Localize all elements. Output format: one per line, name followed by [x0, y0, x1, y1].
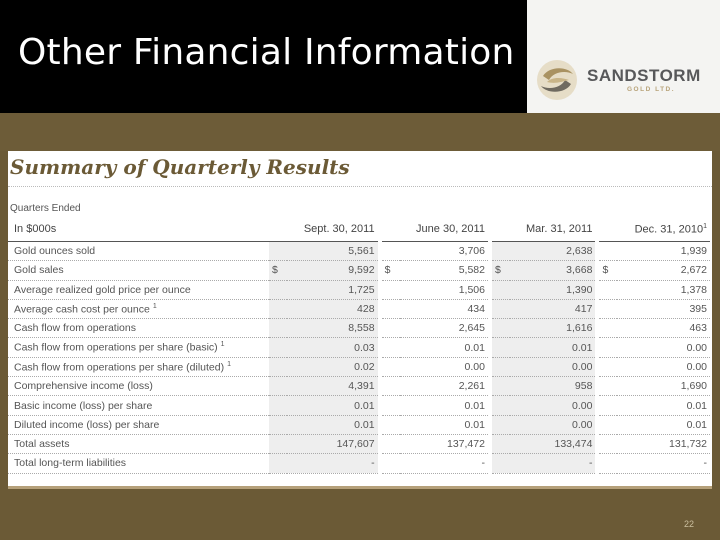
- quarters-ended-label: Quarters Ended: [10, 203, 81, 214]
- cell-value: -: [400, 454, 488, 473]
- currency-symbol: [599, 357, 617, 376]
- currency-symbol: $: [382, 261, 400, 280]
- currency-symbol: [269, 299, 287, 318]
- cell-value: 0.01: [400, 338, 488, 357]
- header-quarter: Sept. 30, 2011: [287, 217, 378, 242]
- currency-symbol: $: [269, 261, 287, 280]
- table-row: [8, 319, 710, 338]
- quarterly-results-table: [8, 217, 710, 474]
- header-quarter: June 30, 2011: [400, 217, 488, 242]
- cell-value: 2,638: [510, 242, 595, 261]
- cell-value: 131,732: [617, 434, 710, 453]
- cell-value: 0.01: [287, 396, 378, 415]
- cell-value: 0.01: [287, 415, 378, 434]
- footnote-marker: 1: [220, 341, 225, 349]
- cell-value: 3,706: [400, 242, 488, 261]
- content-panel: [8, 151, 712, 486]
- cell-value: 395: [617, 299, 710, 318]
- row-label: Cash flow from operations per share (diluted) $^1$: [8, 357, 269, 376]
- currency-symbol: [382, 338, 400, 357]
- currency-symbol: [492, 434, 510, 453]
- currency-symbol: [269, 319, 287, 338]
- logo-subtitle: GOLD LTD.: [627, 86, 676, 93]
- cell-value: 5,582: [400, 261, 488, 280]
- cell-value: 0.03: [287, 338, 378, 357]
- currency-symbol: [599, 299, 617, 318]
- currency-symbol: [382, 242, 400, 261]
- currency-symbol: [269, 280, 287, 299]
- cell-value: 137,472: [400, 434, 488, 453]
- currency-symbol: [599, 242, 617, 261]
- cell-value: 147,607: [287, 434, 378, 453]
- currency-symbol: [492, 415, 510, 434]
- currency-symbol: [269, 396, 287, 415]
- header-units-label: In $000s: [8, 217, 269, 242]
- title-divider: [8, 186, 712, 187]
- table-row: [8, 242, 710, 261]
- header-quarter: Dec. 31, 2010$^1$: [617, 217, 710, 242]
- page-number: 22: [683, 519, 694, 529]
- row-label: Comprehensive income (loss): [8, 377, 269, 396]
- cell-value: 463: [617, 319, 710, 338]
- currency-symbol: [269, 415, 287, 434]
- cell-value: 133,474: [510, 434, 595, 453]
- table-row: [8, 261, 710, 280]
- cell-value: 2,645: [400, 319, 488, 338]
- currency-symbol: [492, 377, 510, 396]
- footnote-marker: 1: [703, 222, 707, 230]
- currency-symbol: [269, 454, 287, 473]
- currency-symbol: [492, 454, 510, 473]
- currency-symbol: [382, 377, 400, 396]
- currency-symbol: [599, 454, 617, 473]
- cell-value: 0.02: [287, 357, 378, 376]
- cell-value: 2,261: [400, 377, 488, 396]
- cell-value: 1,616: [510, 319, 595, 338]
- row-label: Basic income (loss) per share: [8, 396, 269, 415]
- cell-value: 3,668: [510, 261, 595, 280]
- summary-title: Summary of Quarterly Results: [10, 155, 350, 179]
- row-label: Total long-term liabilities: [8, 454, 269, 473]
- cell-value: 1,506: [400, 280, 488, 299]
- currency-symbol: [382, 415, 400, 434]
- table-header-row: [8, 217, 710, 242]
- currency-symbol: $: [492, 261, 510, 280]
- cell-value: 0.00: [617, 357, 710, 376]
- currency-symbol: $: [599, 261, 617, 280]
- currency-symbol: [382, 454, 400, 473]
- footnote-marker: 1: [152, 302, 157, 310]
- cell-value: 5,561: [287, 242, 378, 261]
- cell-value: 428: [287, 299, 378, 318]
- cell-value: 9,592: [287, 261, 378, 280]
- currency-symbol: [599, 377, 617, 396]
- row-label: Total assets: [8, 434, 269, 453]
- table-row: [8, 454, 710, 473]
- currency-symbol: [492, 338, 510, 357]
- currency-symbol: [492, 242, 510, 261]
- slide-title: Other Financial Information: [18, 32, 515, 73]
- row-label: Diluted income (loss) per share: [8, 415, 269, 434]
- currency-symbol: [599, 338, 617, 357]
- cell-value: 0.00: [510, 357, 595, 376]
- currency-symbol: [492, 396, 510, 415]
- table-row: [8, 280, 710, 299]
- cell-value: 1,390: [510, 280, 595, 299]
- cell-value: 4,391: [287, 377, 378, 396]
- cell-value: 1,939: [617, 242, 710, 261]
- cell-value: 0.00: [617, 338, 710, 357]
- currency-symbol: [599, 396, 617, 415]
- footnote-marker: 1: [227, 360, 232, 368]
- cell-value: 0.01: [617, 415, 710, 434]
- row-label: Cash flow from operations: [8, 319, 269, 338]
- currency-symbol: [269, 434, 287, 453]
- cell-value: 0.01: [400, 396, 488, 415]
- currency-symbol: [269, 242, 287, 261]
- logo-name: SANDSTORM: [587, 66, 701, 85]
- currency-symbol: [492, 299, 510, 318]
- content-bottom-rule: [8, 486, 712, 489]
- table-row: [8, 377, 710, 396]
- row-label: Gold ounces sold: [8, 242, 269, 261]
- cell-value: -: [510, 454, 595, 473]
- currency-symbol: [599, 319, 617, 338]
- currency-symbol: [382, 357, 400, 376]
- table-row: [8, 434, 710, 453]
- currency-symbol: [599, 415, 617, 434]
- cell-value: 0.01: [617, 396, 710, 415]
- currency-symbol: [492, 280, 510, 299]
- currency-symbol: [382, 280, 400, 299]
- company-logo: [527, 0, 720, 113]
- currency-symbol: [599, 434, 617, 453]
- cell-value: 0.00: [400, 357, 488, 376]
- currency-symbol: [269, 357, 287, 376]
- cell-value: 0.01: [510, 338, 595, 357]
- cell-value: 417: [510, 299, 595, 318]
- cell-value: 1,725: [287, 280, 378, 299]
- table-row: [8, 357, 710, 376]
- table-row: [8, 415, 710, 434]
- table-row: [8, 299, 710, 318]
- cell-value: 434: [400, 299, 488, 318]
- row-label: Cash flow from operations per share (basic) $^1$: [8, 338, 269, 357]
- cell-value: -: [287, 454, 378, 473]
- header-quarter: Mar. 31, 2011: [510, 217, 595, 242]
- currency-symbol: [599, 280, 617, 299]
- cell-value: 8,558: [287, 319, 378, 338]
- cell-value: 0.00: [510, 396, 595, 415]
- table-row: [8, 396, 710, 415]
- currency-symbol: [382, 434, 400, 453]
- row-label: Gold sales: [8, 261, 269, 280]
- row-label: Average cash cost per ounce $^1$: [8, 299, 269, 318]
- sandstorm-swirl-icon: [535, 58, 579, 102]
- currency-symbol: [269, 338, 287, 357]
- row-label: Average realized gold price per ounce: [8, 280, 269, 299]
- cell-value: -: [617, 454, 710, 473]
- header-band: [0, 113, 720, 151]
- slide-header: [0, 0, 720, 113]
- currency-symbol: [492, 357, 510, 376]
- currency-symbol: [269, 377, 287, 396]
- cell-value: 0.00: [510, 415, 595, 434]
- cell-value: 1,378: [617, 280, 710, 299]
- currency-symbol: [382, 396, 400, 415]
- cell-value: 0.01: [400, 415, 488, 434]
- cell-value: 2,672: [617, 261, 710, 280]
- currency-symbol: [382, 299, 400, 318]
- cell-value: 1,690: [617, 377, 710, 396]
- table-row: [8, 338, 710, 357]
- currency-symbol: [382, 319, 400, 338]
- cell-value: 958: [510, 377, 595, 396]
- currency-symbol: [492, 319, 510, 338]
